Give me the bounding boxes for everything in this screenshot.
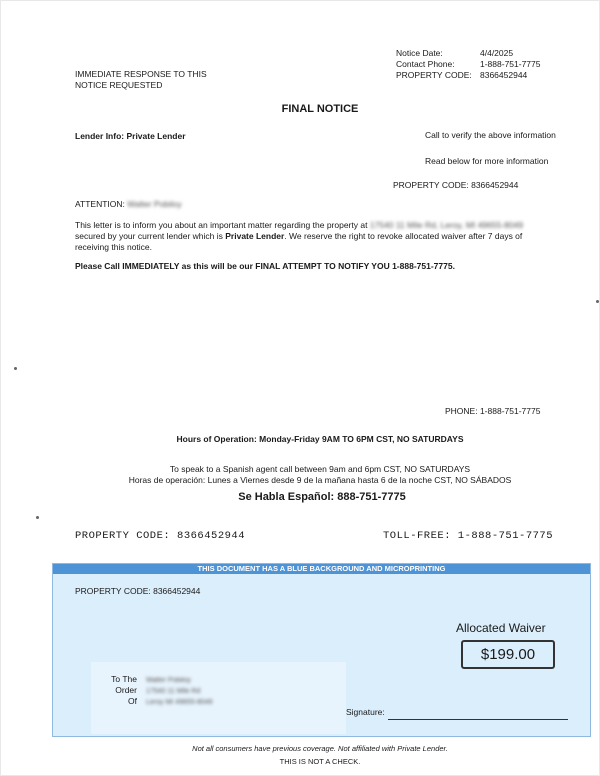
to-the-label: To The [111, 674, 137, 684]
body-paragraph [75, 220, 565, 253]
scan-speck [14, 367, 17, 370]
property-code-value: 8366452944 [480, 70, 528, 80]
property-code-label: PROPERTY CODE: [396, 70, 472, 80]
attention-line [75, 199, 182, 210]
page-title: FINAL NOTICE [281, 103, 359, 115]
property-address: 17540 11 Mile Rd, Leroy, MI 49655-8049 [369, 220, 524, 230]
body-text-2: secured by your current lender which is [75, 231, 223, 241]
lender-info: Lender Info: Private Lender [75, 131, 186, 141]
signature-line [388, 719, 568, 720]
body-text-1: This letter is to inform you about an important matter regarding the property at [75, 220, 368, 230]
read-below-text: Read below for more information [425, 156, 549, 166]
spanish-line-2: Horas de operación: Lunes a Viernes desde 9 de la mañana hasta 6 de la noche CST, NO SÁBADOS [128, 475, 512, 485]
footer-property-code: PROPERTY CODE: 8366452944 [75, 530, 246, 542]
hours-of-operation: Hours of Operation: Monday-Friday 9AM TO 6PM CST, NO SATURDAYS [176, 434, 464, 444]
immediate-response [75, 69, 207, 91]
recipient-street: 17540 11 Mile Rd [146, 688, 201, 695]
scan-speck [36, 516, 39, 519]
toll-free: TOLL-FREE: 1-888-751-7775 [383, 530, 554, 542]
notice-header [396, 48, 541, 81]
spanish-line-1: To speak to a Spanish agent call between 9am and 6pm CST, NO SATURDAYS [169, 464, 471, 474]
disclaimer: Not all consumers have previous coverage. Not affiliated with Private Lender. [192, 744, 448, 753]
order-of-label: Order Of [115, 685, 137, 706]
contact-phone-value: 1-888-751-7775 [480, 59, 541, 69]
recipient-city: Leroy MI 49655-8049 [146, 699, 213, 706]
check-panel [52, 563, 591, 737]
recipient-name: Walter Pobiloy [146, 677, 191, 684]
allocated-waiver-label: Allocated Waiver [456, 621, 546, 635]
attention-label: ATTENTION: [75, 199, 125, 209]
immediate-line-1: IMMEDIATE RESPONSE TO THIS [75, 69, 207, 79]
signature-label: Signature: [346, 707, 385, 717]
immediate-line-2: NOTICE REQUESTED [75, 80, 163, 90]
notice-date-value: 4/4/2025 [480, 48, 514, 58]
se-habla-espanol: Se Habla Español: 888-751-7775 [238, 491, 406, 503]
scan-speck [596, 300, 599, 303]
recipient-address [146, 675, 213, 708]
verify-text: Call to verify the above information [425, 130, 556, 140]
attention-name: Walter Pobiloy [127, 199, 182, 209]
lender-name: Private Lender [225, 231, 285, 241]
check-banner: THIS DOCUMENT HAS A BLUE BACKGROUND AND MICROPRINTING [53, 564, 590, 574]
not-a-check: THIS IS NOT A CHECK. [279, 757, 361, 766]
body-text-3: . We reserve the right to revoke allocated waiver after 7 days of [284, 231, 523, 241]
to-the-order-of [107, 674, 137, 707]
call-immediately: Please Call IMMEDIATELY as this will be our FINAL ATTEMPT TO NOTIFY YOU 1-888-751-7775. [75, 261, 455, 271]
phone-line: PHONE: 1-888-751-7775 [445, 406, 541, 416]
body-text-4: receiving this notice. [75, 242, 153, 252]
notice-date-label: Notice Date: [396, 48, 443, 58]
contact-phone-label: Contact Phone: [396, 59, 455, 69]
property-code-line: PROPERTY CODE: 8366452944 [393, 180, 519, 190]
waiver-amount: $199.00 [461, 640, 555, 669]
check-property-code: PROPERTY CODE: 8366452944 [75, 586, 201, 596]
